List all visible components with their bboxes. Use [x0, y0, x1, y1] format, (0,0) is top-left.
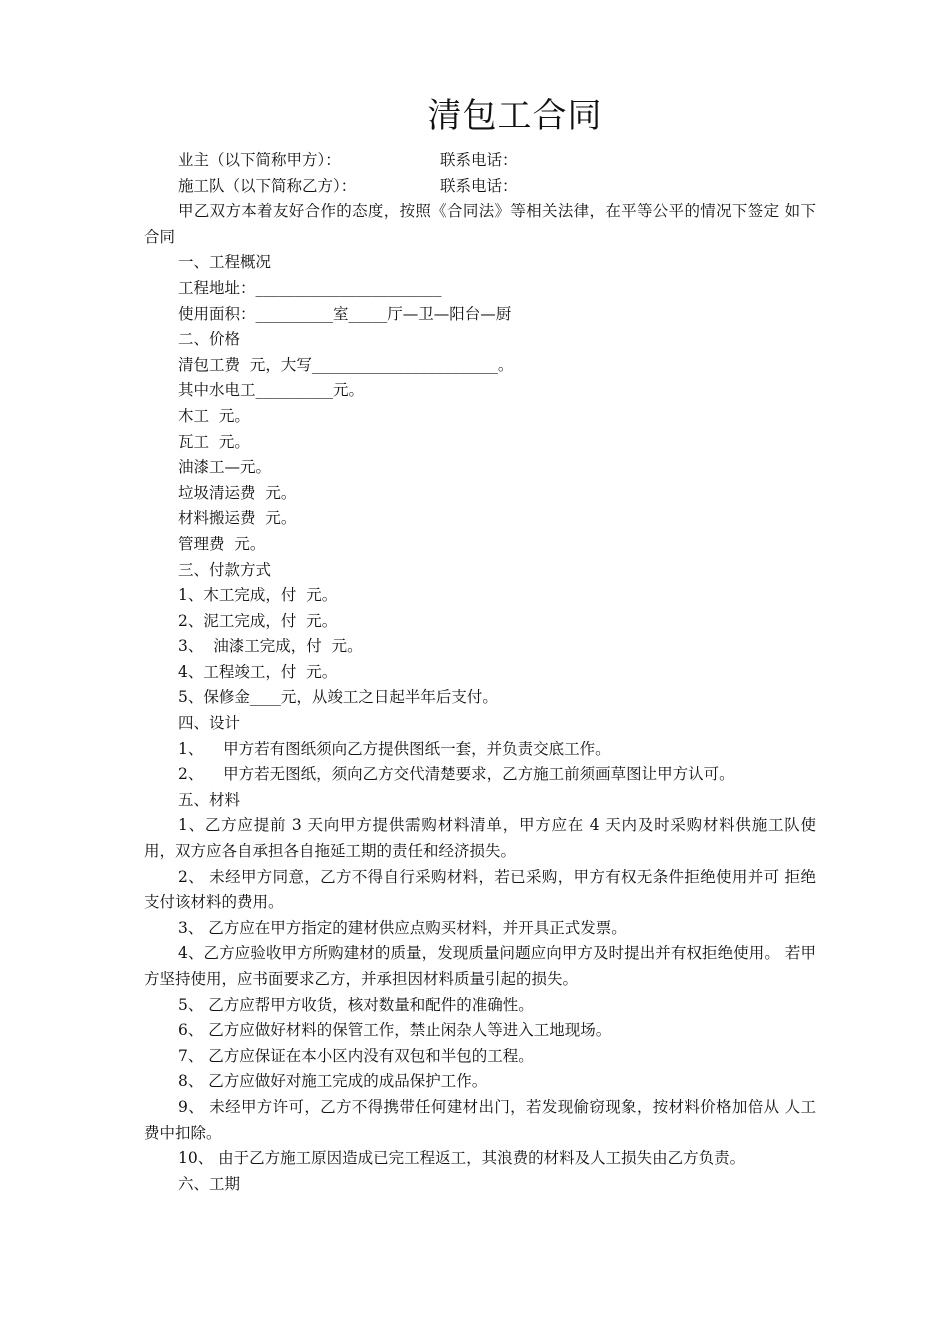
materials-item: 2、 未经甲方同意，乙方不得自行采购材料，若已采购，甲方有权无条件拒绝使用并可 拒绝支付该材料的费用。: [144, 867, 816, 912]
section-heading: 二、价格: [178, 330, 241, 349]
document-title: 清包工合同: [427, 96, 603, 136]
section-line: 管理费 元。: [178, 534, 266, 553]
section-line: 清包工费 元，大写________________________。: [178, 355, 514, 374]
section-line: 5、保修金____元，从竣工之日起半年后支付。: [178, 688, 498, 707]
section-heading: 三、付款方式: [178, 560, 272, 579]
owner-row: [144, 148, 816, 174]
section-heading: 一、工程概况: [178, 253, 272, 272]
materials-item: 6、 乙方应做好材料的保管工作，禁止闲杂人等进入工地现场。: [178, 1021, 612, 1040]
section-line: 2、 甲方若无图纸，须向乙方交代清楚要求，乙方施工前须画草图让甲方认可。: [178, 765, 735, 784]
intro-paragraph: 甲乙双方本着友好合作的态度，按照《合同法》等相关法律，在平等公平的情况下签定 如下合同: [144, 202, 816, 246]
section-line: 3、 油漆工完成，付 元。: [178, 637, 363, 656]
materials-item: 3、 乙方应在甲方指定的建材供应点购买材料，并开具正式发票。: [178, 918, 627, 937]
contractor-phone-label: 联系电话：: [440, 176, 518, 195]
materials-item: 1、乙方应提前 3 天向甲方提供需购材料清单，甲方应在 4 天内及时采购材料供施工队使用，双方应各自承担各自拖延工期的责任和经济损失。: [144, 816, 816, 861]
section-heading: 六、工期: [178, 1174, 241, 1193]
section-line: 1、木工完成，付 元。: [178, 586, 338, 605]
materials-item: 7、 乙方应保证在本小区内没有双包和半包的工程。: [178, 1046, 534, 1065]
materials-item: 9、 未经甲方许可，乙方不得携带任何建材出门，若发现偷窃现象，按材料价格加倍从 人工费中扣除。: [144, 1097, 816, 1142]
section-line: 1、 甲方若有图纸须向乙方提供图纸一套，并负责交底工作。: [178, 739, 611, 758]
section-line: 其中水电工__________元。: [178, 381, 365, 400]
section-line: 瓦工 元。: [178, 432, 250, 451]
section-line: 4、工程竣工，付 元。: [178, 662, 338, 681]
materials-item: 10、 由于乙方施工原因造成已完工程返工，其浪费的材料及人工损失由乙方负责。: [178, 1149, 746, 1168]
materials-item: 5、 乙方应帮甲方收货，核对数量和配件的准确性。: [178, 995, 534, 1014]
section-line: 2、泥工完成，付 元。: [178, 611, 338, 630]
owner-label: 业主（以下简称甲方）：: [178, 151, 341, 169]
contractor-row: [144, 174, 816, 200]
section-line: 材料搬运费 元。: [178, 509, 297, 528]
section-line: 垃圾清运费 元。: [178, 483, 297, 502]
section-line: 使用面积：__________室_____厅—卫—阳台—厨: [178, 304, 512, 323]
section-line: 木工 元。: [178, 406, 250, 425]
section-heading: 四、设计: [178, 714, 241, 733]
materials-item: 8、 乙方应做好对施工完成的成品保护工作。: [178, 1072, 488, 1091]
section-heading: 五、材料: [178, 790, 241, 809]
section-line: 工程地址：________________________: [178, 278, 442, 297]
section-line: 油漆工—元。: [178, 458, 272, 477]
document-body: [144, 148, 816, 1197]
owner-phone-label: 联系电话：: [440, 151, 518, 169]
contractor-label: 施工队（以下简称乙方）：: [178, 176, 357, 195]
materials-item: 4、乙方应验收甲方所购建材的质量，发现质量问题应向甲方及时提出并有权拒绝使用。 若甲方坚持使用，应书面要求乙方，并承担因材料质量引起的损失。: [144, 944, 816, 988]
